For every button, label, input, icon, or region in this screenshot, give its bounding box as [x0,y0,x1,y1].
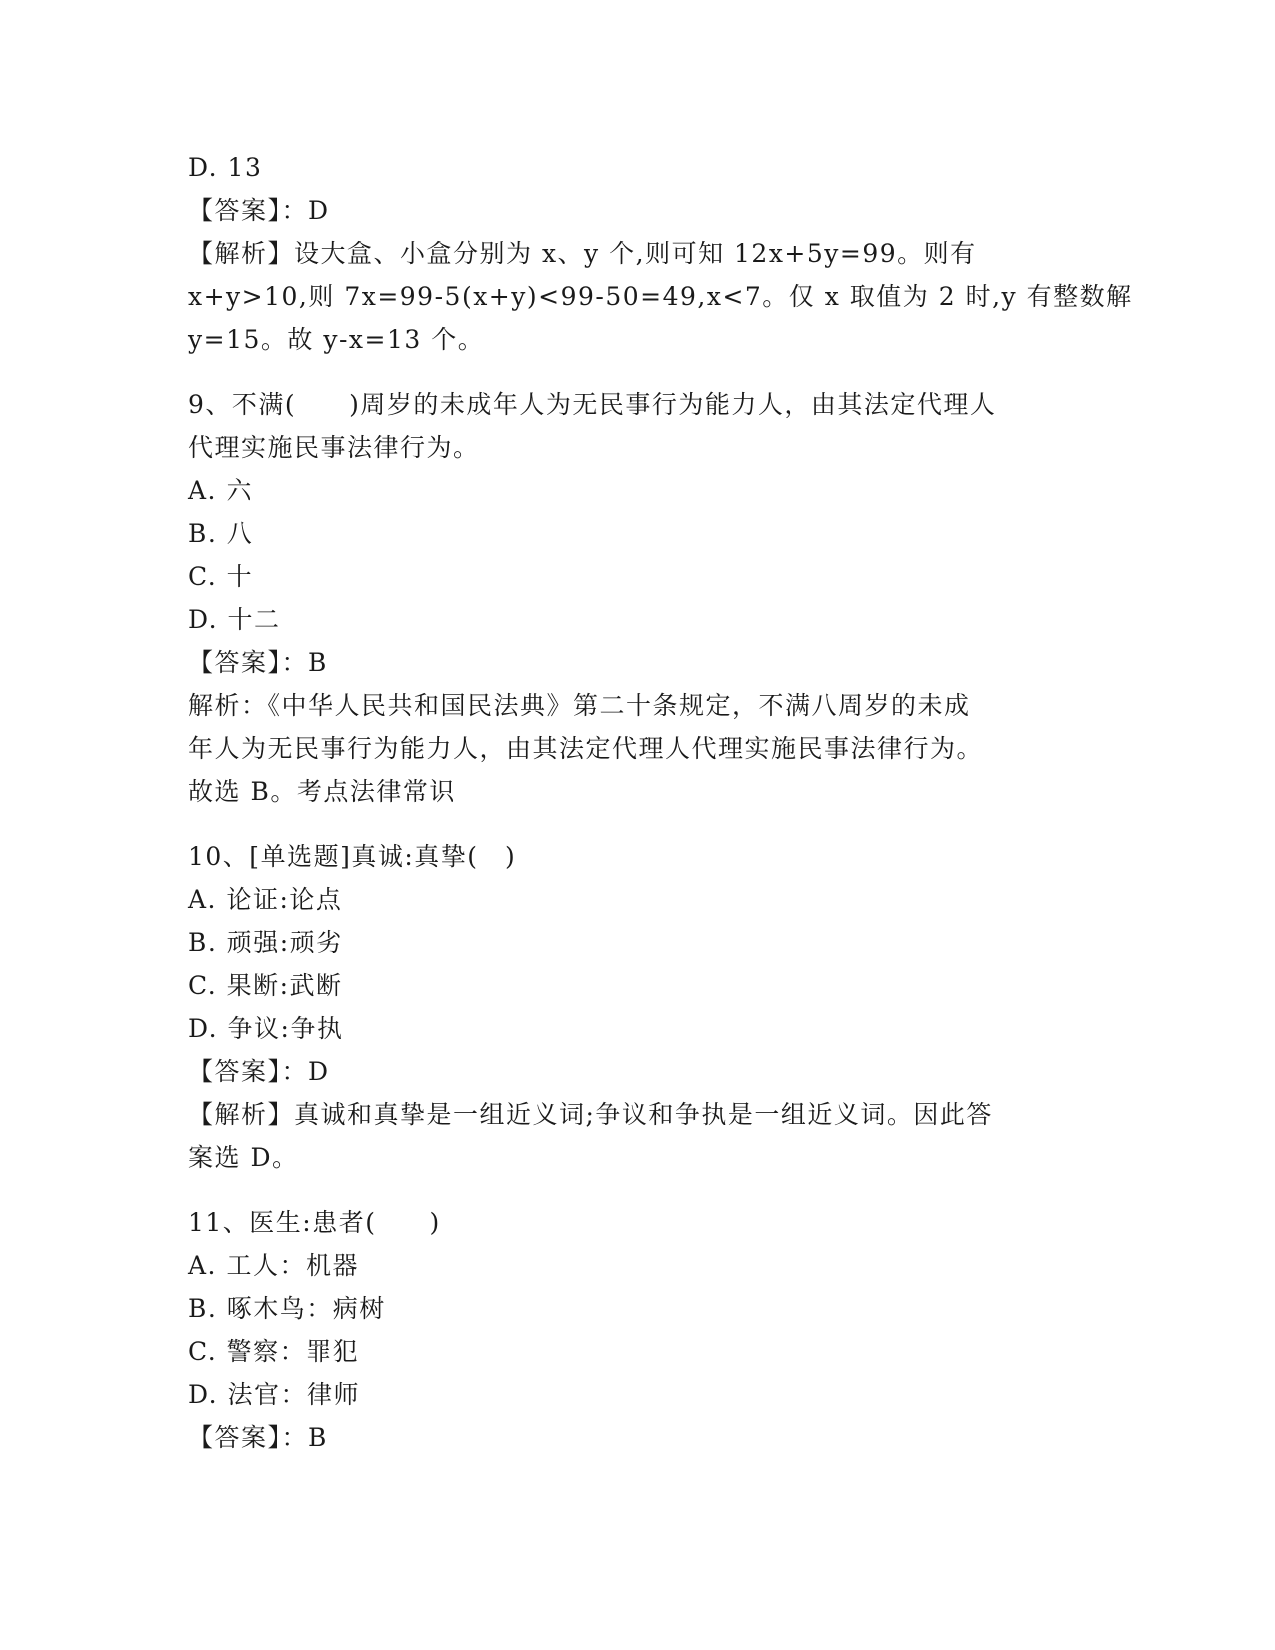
question-stem: 10、[单选题]真诚:真挚( ) [188,842,517,871]
question-9 [188,383,1088,813]
analysis-line: y=15。故 y-x=13 个。 [188,325,485,354]
analysis-line: 【解析】真诚和真挚是一组近义词;争议和争执是一组近义词。因此答 [188,1100,993,1129]
question-11 [188,1201,1088,1459]
answer-line: 【答案】：B [188,1423,328,1452]
analysis-line: 年人为无民事行为能力人，由其法定代理人代理实施民事法律行为。 [188,734,984,763]
option-d: D. 法官：律师 [188,1380,361,1409]
option-a: A. 工人：机器 [188,1251,359,1280]
option-c: C. 果断:武断 [188,971,343,1000]
option-d: D. 争议:争执 [188,1014,344,1043]
option-c: C. 十 [188,562,254,591]
option-a: A. 论证:论点 [188,885,343,914]
analysis-line: 解析：《中华人民共和国民法典》第二十条规定，不满八周岁的未成 [188,691,971,720]
analysis-line: 【解析】设大盒、小盒分别为 x、y 个,则可知 12x+5y=99。则有 [188,239,977,268]
question-8-tail [188,146,1133,361]
analysis-line: 案选 D。 [188,1143,299,1172]
question-stem: 9、不满( )周岁的未成年人为无民事行为能力人，由其法定代理人 [188,390,997,419]
document-page [188,146,1133,1459]
answer-line: 【答案】：D [188,196,330,225]
option-d: D. 13 [188,153,263,182]
option-b: B. 啄木鸟：病树 [188,1294,386,1323]
option-b: B. 八 [188,519,254,548]
option-c: C. 警察：罪犯 [188,1337,360,1366]
answer-line: 【答案】：D [188,1057,330,1086]
option-d: D. 十二 [188,605,281,634]
question-stem: 11、医生:患者( ) [188,1208,441,1237]
option-a: A. 六 [188,476,253,505]
analysis-line: 故选 B。考点法律常识 [188,777,456,806]
option-b: B. 顽强:顽劣 [188,928,343,957]
answer-line: 【答案】：B [188,648,328,677]
analysis-line: x+y>10,则 7x=99-5(x+y)<99-50=49,x<7。仅 x 取值为 2 时,y 有整数解 [188,282,1133,311]
question-stem: 代理实施民事法律行为。 [188,433,480,462]
question-10 [188,835,1088,1179]
